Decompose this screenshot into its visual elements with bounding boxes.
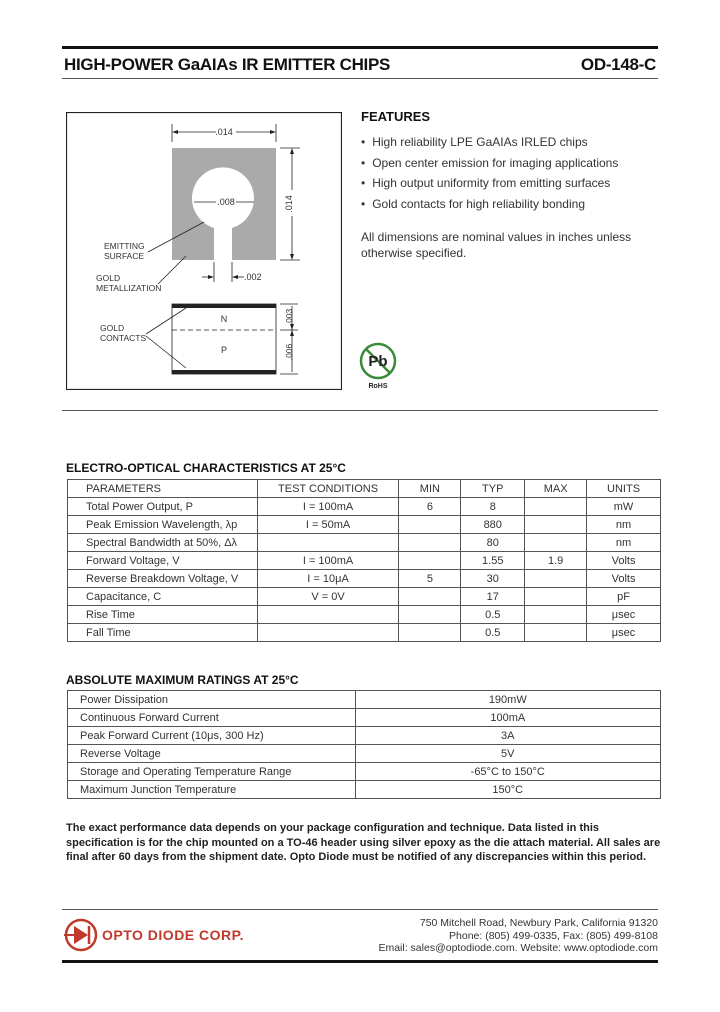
dim-width-label: .014	[215, 127, 233, 137]
rohs-symbol: Pb	[368, 353, 388, 370]
features-title: FEATURES	[361, 109, 431, 124]
emitting-label-1: EMITTING	[104, 241, 145, 251]
table-cell: Fall Time	[68, 624, 258, 642]
header-cell: TYP	[461, 480, 525, 498]
eo-table	[67, 479, 661, 642]
header-cell: PARAMETERS	[68, 480, 258, 498]
table-cell: 880	[461, 516, 525, 534]
table-cell: 6	[399, 498, 461, 516]
table-cell: mW	[587, 498, 661, 516]
table-cell	[525, 570, 587, 588]
gold-met-label-1: GOLD	[96, 273, 121, 283]
rohs-icon	[358, 342, 398, 392]
table-cell: 17	[461, 588, 525, 606]
table-row	[68, 691, 661, 709]
section-rule	[62, 410, 658, 411]
rohs-label: RoHS	[368, 383, 388, 390]
table-cell: 8	[461, 498, 525, 516]
table-row	[68, 516, 661, 534]
table-cell: Capacitance, C	[68, 588, 258, 606]
part-number: OD-148-C	[580, 55, 656, 74]
company-name: OPTO DIODE CORP.	[102, 927, 245, 943]
table-cell	[257, 606, 399, 624]
features-list	[361, 132, 661, 214]
table-cell: 1.55	[461, 552, 525, 570]
table-cell	[525, 606, 587, 624]
company-logo	[64, 917, 244, 953]
table-cell: 80	[461, 534, 525, 552]
table-cell: 100mA	[355, 709, 660, 727]
layer-p-label: P	[220, 345, 228, 355]
table-row	[68, 570, 661, 588]
table-cell: Reverse Voltage	[68, 745, 356, 763]
table-row	[68, 624, 661, 642]
rohs-badge	[358, 342, 398, 392]
table-cell	[399, 624, 461, 642]
table-row	[68, 727, 661, 745]
table-cell: -65°C to 150°C	[355, 763, 660, 781]
table-cell	[399, 534, 461, 552]
header-rule	[62, 78, 658, 79]
table-cell: Volts	[587, 570, 661, 588]
amr-title: ABSOLUTE MAXIMUM RATINGS AT 25°C	[66, 673, 299, 687]
eo-title: ELECTRO-OPTICAL CHARACTERISTICS AT 25°C	[66, 461, 346, 475]
table-cell	[399, 552, 461, 570]
dim-height-label: .014	[284, 195, 294, 213]
table-cell: Rise Time	[68, 606, 258, 624]
table-cell	[525, 498, 587, 516]
table-row	[68, 763, 661, 781]
table-cell	[525, 534, 587, 552]
table-cell: Power Dissipation	[68, 691, 356, 709]
feature-item: • High reliability LPE GaAIAs IRLED chips	[361, 132, 661, 153]
table-cell: 190mW	[355, 691, 660, 709]
table-row	[68, 534, 661, 552]
table-cell: 30	[461, 570, 525, 588]
table-cell: I = 10μA	[257, 570, 399, 588]
header-cell: TEST CONDITIONS	[257, 480, 399, 498]
table-cell: I = 50mA	[257, 516, 399, 534]
table-cell: I = 100mA	[257, 552, 399, 570]
table-cell: V = 0V	[257, 588, 399, 606]
chip-diagram	[66, 112, 342, 390]
emitting-label-2: SURFACE	[104, 251, 145, 261]
table-row	[68, 709, 661, 727]
table-cell: Spectral Bandwidth at 50%, Δλ	[68, 534, 258, 552]
header-cell: MIN	[399, 480, 461, 498]
table-cell	[399, 606, 461, 624]
gold-contacts-label-2: CONTACTS	[100, 333, 147, 343]
table-cell: 150°C	[355, 781, 660, 799]
table-cell: Maximum Junction Temperature	[68, 781, 356, 799]
dim-gap-label: .002	[244, 272, 262, 282]
table-cell: Volts	[587, 552, 661, 570]
table-cell	[257, 534, 399, 552]
table-cell: Total Power Output, P	[68, 498, 258, 516]
layer-n-label: N	[220, 314, 228, 324]
feature-item: • High output uniformity from emitting surfaces	[361, 173, 661, 194]
table-cell: nm	[587, 516, 661, 534]
table-cell: I = 100mA	[257, 498, 399, 516]
table-cell: Forward Voltage, V	[68, 552, 258, 570]
table-cell: pF	[587, 588, 661, 606]
table-row	[68, 552, 661, 570]
gold-met-label-2: METALLIZATION	[96, 283, 162, 293]
table-cell: μsec	[587, 606, 661, 624]
feature-item: • Gold contacts for high reliability bonding	[361, 194, 661, 215]
table-cell	[257, 624, 399, 642]
table-cell: Storage and Operating Temperature Range	[68, 763, 356, 781]
header-cell: MAX	[525, 480, 587, 498]
diode-logo-icon	[64, 917, 98, 953]
table-cell: Peak Forward Current (10μs, 300 Hz)	[68, 727, 356, 745]
dim-hole-label: .008	[217, 197, 235, 207]
table-cell: 5	[399, 570, 461, 588]
table-cell: 1.9	[525, 552, 587, 570]
table-row	[68, 498, 661, 516]
feature-item: • Open center emission for imaging applications	[361, 153, 661, 174]
dim-top-layer-label: .003	[284, 308, 294, 326]
phone-fax-line: Phone: (805) 499-0335, Fax: (805) 499-8108	[449, 929, 658, 942]
header-cell: UNITS	[587, 480, 661, 498]
bottom-rule	[62, 960, 658, 963]
page-title: HIGH-POWER GaAIAs IR EMITTER CHIPS	[64, 55, 391, 74]
table-cell: Continuous Forward Current	[68, 709, 356, 727]
table-cell: 3A	[355, 727, 660, 745]
table-row	[68, 588, 661, 606]
table-cell	[399, 588, 461, 606]
table-cell: Reverse Breakdown Voltage, V	[68, 570, 258, 588]
table-cell: 0.5	[461, 606, 525, 624]
amr-table	[67, 690, 661, 799]
footer-rule	[62, 909, 658, 910]
table-row	[68, 606, 661, 624]
top-rule	[62, 46, 658, 49]
table-row	[68, 781, 661, 799]
address-line: 750 Mitchell Road, Newbury Park, California 91320	[419, 917, 658, 929]
table-cell	[525, 588, 587, 606]
table-cell: Peak Emission Wavelength, λp	[68, 516, 258, 534]
table-cell	[399, 516, 461, 534]
company-address	[358, 917, 658, 955]
gold-contacts-label-1: GOLD	[100, 323, 125, 333]
dimensions-note: All dimensions are nominal values in inches unless otherwise specified.	[361, 230, 632, 260]
table-cell	[525, 624, 587, 642]
table-header-row	[68, 480, 661, 498]
disclaimer-text: The exact performance data depends on your package configuration and technique. Data listed in this specification is for the chip mounted on a TO-46 header using silver epoxy as the die attach material. All sales are final after 60 days from the shipment date. Opto Diode must be notified of any discrepancies within this period.	[66, 822, 661, 863]
table-cell: 5V	[355, 745, 660, 763]
dim-bottom-layer-label: .006	[284, 343, 294, 361]
email-web-line: Email: sales@optodiode.com. Website: www.optodiode.com	[378, 942, 658, 954]
table-cell	[525, 516, 587, 534]
table-row	[68, 745, 661, 763]
table-cell: nm	[587, 534, 661, 552]
table-cell: 0.5	[461, 624, 525, 642]
table-cell: μsec	[587, 624, 661, 642]
